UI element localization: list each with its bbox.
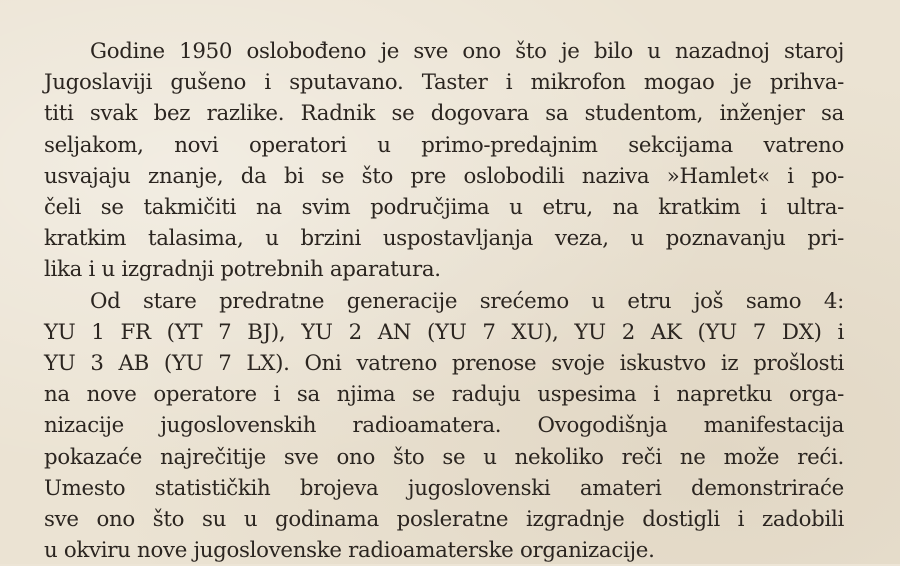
text-line: usvajaju znanje, da bi se što pre oslobodili naziva »Hamlet« i po- (44, 163, 844, 189)
text-line: seljakom, novi operatori u primo-predajnim sekcijama vatreno (44, 132, 844, 158)
paragraph-2 (44, 286, 844, 566)
text-line: Umesto statističkih brojeva jugoslovenski amateri demonstriraće (44, 475, 844, 501)
text-line: nizacije jugoslovenskih radioamatera. Ovogodišnja manifestacija (44, 413, 844, 439)
text-line: titi svak bez razlike. Radnik se dogovara sa studentom, inženjer sa (44, 101, 844, 127)
text-line: sve ono što su u godinama posleratne izgradnje dostigli i zadobili (44, 507, 844, 533)
text-line: lika i u izgradnji potrebnih aparatura. (44, 257, 441, 283)
text-line: u okviru nove jugoslovenske radioamaterske organizacije. (44, 538, 655, 564)
paragraph-1 (44, 36, 844, 286)
text-line: čeli se takmičiti na svim područjima u etru, na kratkim i ultra- (44, 195, 844, 221)
text-line: YU 3 AB (YU 7 LX). Oni vatreno prenose svoje iskustvo iz prošlosti (44, 351, 844, 377)
text-line: Od stare predratne generacije srećemo u etru još samo 4: (90, 288, 844, 314)
text-line: YU 1 FR (YT 7 BJ), YU 2 AN (YU 7 XU), YU 2 AK (YU 7 DX) i (44, 319, 844, 345)
text-line: kratkim talasima, u brzini uspostavljanja veza, u poznavanju pri- (44, 226, 844, 252)
text-line: na nove operatore i sa njima se raduju uspesima i napretku orga- (44, 382, 844, 408)
body-text (44, 36, 844, 566)
text-line: Jugoslaviji gušeno i sputavano. Taster i mikrofon mogao je prihva- (44, 70, 844, 96)
text-line: Godine 1950 oslobođeno je sve ono što je bilo u nazadnoj staroj (90, 39, 844, 64)
text-line: pokazaće najrečitije sve ono što se u nekoliko reči ne može reći. (44, 444, 844, 470)
